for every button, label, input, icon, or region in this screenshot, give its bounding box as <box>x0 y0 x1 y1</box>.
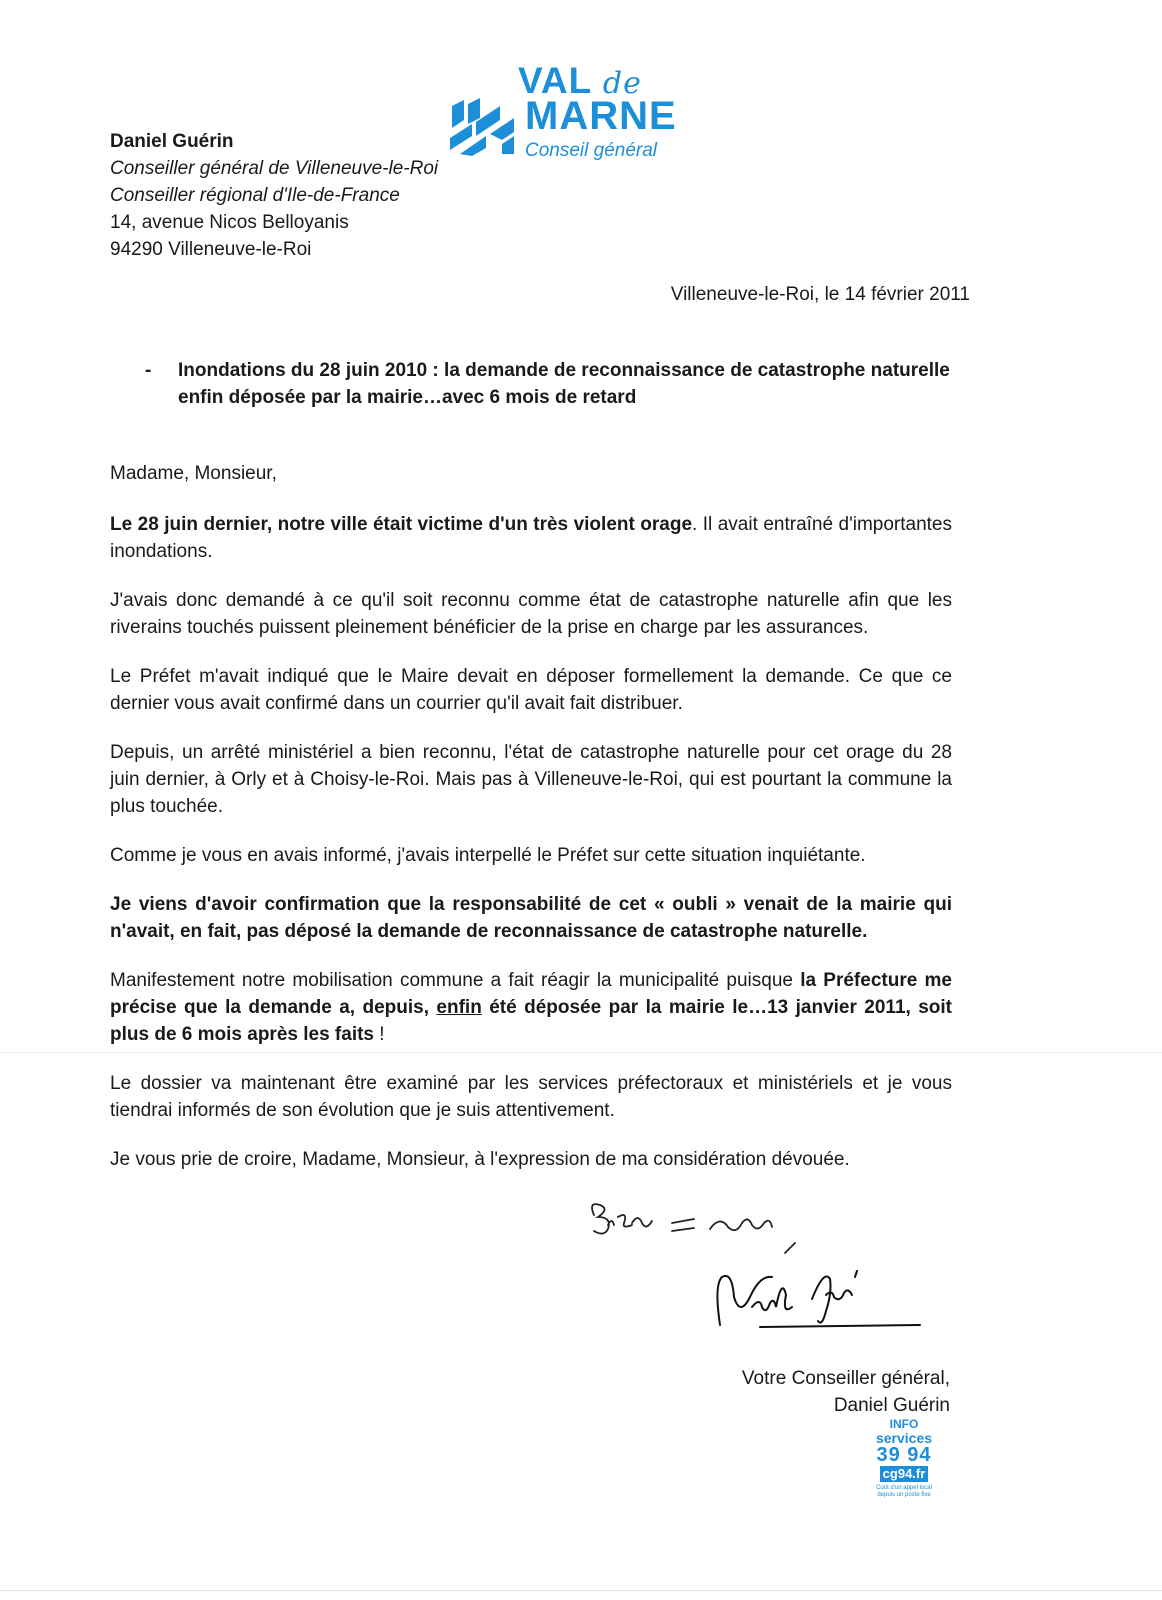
subject-line-1: Inondations du 28 juin 2010 : la demande de reconnaissance de catastrophe naturelle <box>178 360 950 381</box>
logo-marne-text: MARNE <box>525 94 677 138</box>
paragraph-2: J'avais donc demandé à ce qu'il soit reconnu comme état de catastrophe naturelle afin que les riverains touchés puissent pleinement bénéficier de la prise en charge par les assurances. <box>110 590 952 638</box>
signature-name: Daniel Guérin <box>833 1395 950 1416</box>
letter-body <box>110 460 952 1195</box>
sender-name: Daniel Guérin <box>110 131 234 152</box>
logo-val-text: VAL de <box>518 60 642 101</box>
handwritten-note <box>592 1204 795 1253</box>
info-services-badge <box>873 1418 935 1499</box>
logo-subtitle: Conseil général <box>525 140 658 161</box>
signature-title: Votre Conseiller général, <box>741 1368 950 1389</box>
paragraph-1: Le 28 juin dernier, notre ville était victime d'un très violent orage. Il avait entraîné d'importantes inondations. <box>110 514 952 562</box>
website-label: cg94.fr <box>880 1466 929 1482</box>
handwritten-note-and-signature <box>580 1195 940 1355</box>
paragraph-9: Je vous prie de croire, Madame, Monsieur, à l'expression de ma considération dévouée. <box>110 1149 850 1170</box>
sender-role-2: Conseiller régional d'Ile-de-France <box>110 185 400 206</box>
sender-city: 94290 Villeneuve-le-Roi <box>110 239 312 260</box>
letter-date: Villeneuve-le-Roi, le 14 février 2011 <box>670 284 970 305</box>
handwritten-signature <box>717 1271 920 1327</box>
call-cost-note: Coût d'un appel local depuis un poste fixe <box>876 1485 932 1498</box>
phone-number: 39 94 <box>876 1444 932 1466</box>
subject-line-2: enfin déposée par la mairie…avec 6 mois de retard <box>178 387 637 408</box>
paragraph-5: Comme je vous en avais informé, j'avais interpellé le Préfet sur cette situation inquiétante. <box>110 845 866 866</box>
handwritten-area <box>580 1195 940 1360</box>
signature-block <box>700 1365 950 1419</box>
val-de-marne-logo <box>450 60 680 170</box>
salutation: Madame, Monsieur, <box>110 463 277 484</box>
paragraph-4: Depuis, un arrêté ministériel a bien reconnu, l'état de catastrophe naturelle pour cet orage du 28 juin dernier, à Orly et à Choisy-le-Roi. Mais pas à Villeneuve-le-Roi, qui est pourtant la commune la plus touchée. <box>110 742 952 817</box>
val-de-marne-emblem-icon <box>450 98 516 156</box>
sender-address <box>110 128 438 263</box>
sender-street: 14, avenue Nicos Belloyanis <box>110 212 349 233</box>
subject-dash: - <box>145 360 152 381</box>
paper-fold-line <box>0 1052 1162 1053</box>
paper-bottom-edge <box>0 1590 1162 1591</box>
sender-role-1: Conseiller général de Villeneuve-le-Roi <box>110 158 439 179</box>
paragraph-7: Manifestement notre mobilisation commune a fait réagir la municipalité puisque la Préfecture me précise que la demande a, depuis, enfin été déposée par la mairie le…13 janvier 2011, soit plus de 6 mois après les faits ! <box>110 970 952 1045</box>
services-label: services <box>875 1430 933 1446</box>
paragraph-6: Je viens d'avoir confirmation que la responsabilité de cet « oubli » venait de la mairie qui n'avait, en fait, pas déposé la demande de reconnaissance de catastrophe naturelle. <box>110 894 952 942</box>
paragraph-3: Le Préfet m'avait indiqué que le Maire devait en déposer formellement la demande. Ce que ce dernier vous avait confirmé dans un courrier qu'il avait fait distribuer. <box>110 666 952 714</box>
info-label: INFO <box>889 1417 919 1431</box>
paragraph-8: Le dossier va maintenant être examiné par les services préfectoraux et ministériels et je vous tiendrai informés de son évolution que je suis attentivement. <box>110 1073 952 1121</box>
